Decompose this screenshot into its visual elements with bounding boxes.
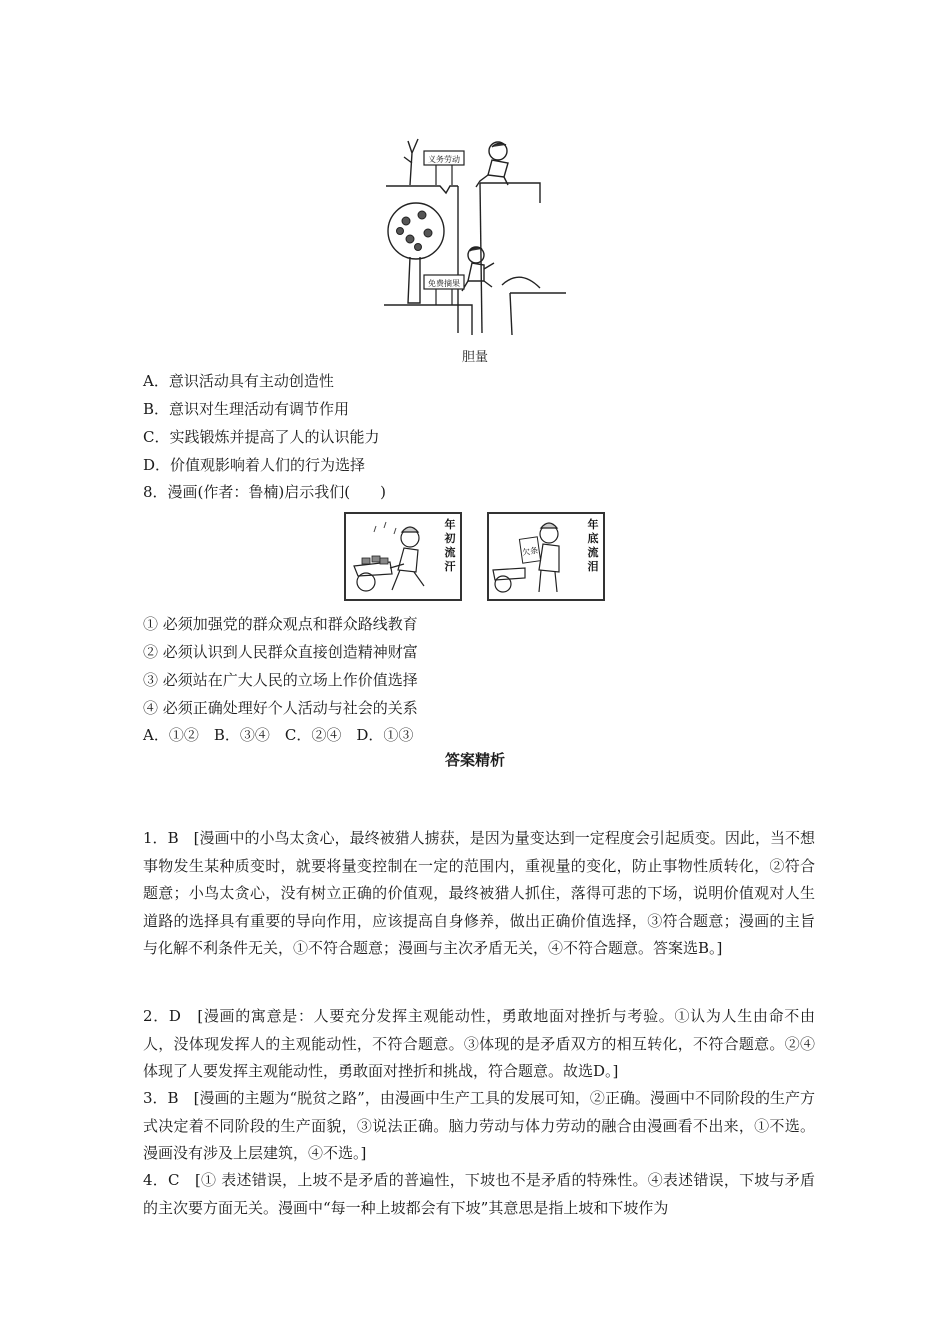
q8-statement-3: ③ 必须站在广大人民的立场上作价值选择 (143, 671, 418, 689)
cartoon2-label-2: 底 (587, 532, 599, 545)
answer-4: 4．C [① 表述错误，上坡不是矛盾的普遍性，下坡也不是矛盾的特殊性。④表述错误，下坡与矛盾的主次要方面无关。漫画中“每一种上坡都会有下坡”其意思是指上坡和下坡作为 (143, 1171, 815, 1217)
cartoon1-label-3: 流 (444, 546, 456, 559)
answer-1: 1．B [漫画中的小鸟太贪心，最终被猎人掳获，是因为量变达到一定程度会引起质变。因此，当不想事物发生某种质变时，就要将量变控制在一定的范围内，重视量的变化，防止事物性质转化，②符合题意；小鸟太贪心，没有树立正确的价值观，最终被猎人抓住，落得可悲的下场，说明价值观对人生道路的选择具有重要的导向作用，应该提高自身修养，做出正确价值选择，③符合题意；漫画的主旨与化解不利条件无关，①不符合题意；漫画与主次矛盾无关，④不符合题意。答案选B。] (143, 829, 815, 957)
cartoon2-label-1: 年 (587, 518, 599, 531)
courage-cartoon (380, 123, 566, 341)
cartoon-sweat (344, 512, 462, 601)
sign-top (424, 151, 464, 185)
cartoon2-label-4: 泪 (587, 560, 599, 573)
q8-statement-2: ② 必须认识到人民群众直接创造精神财富 (143, 643, 418, 661)
figure-caption: 胆量 (461, 350, 488, 365)
sign-bottom-text: 免费摘果 (428, 279, 460, 288)
cartoon1-label-2: 初 (444, 532, 456, 545)
q8-stem: 8．漫画(作者：鲁楠)启示我们( ) (143, 483, 386, 501)
answer-3: 3．B [漫画的主题为“脱贫之路”，由漫画中生产工具的发展可知，②正确。漫画中不同阶段的生产方式决定着不同阶段的生产面貌，③说法正确。脑力劳动与体力劳动的融合由漫画看不出来，①不选。漫画没有涉及上层建筑，④不选。] (143, 1089, 815, 1162)
answer-2: 2．D [漫画的寓意是：人要充分发挥主观能动性，勇敢地面对挫折与考验。①认为人生由命不由人，没体现发挥人的主观能动性，不符合题意。③体现的是矛盾双方的相互转化，不符合题意。②④体现了人要发挥主观能动性，勇敢面对挫折和挑战，符合题意。故选D。] (143, 1007, 815, 1080)
cartoon2-note: 欠条 (521, 545, 539, 558)
cartoon1-label-4: 汗 (444, 560, 456, 573)
q7-option-d: D．价值观影响着人们的行为选择 (143, 456, 366, 474)
answers-heading: 答案精析 (444, 751, 505, 769)
cartoon2-label-3: 流 (587, 546, 599, 559)
q8-statement-1: ① 必须加强党的群众观点和群众路线教育 (143, 615, 418, 633)
q8-options: A．①② B．③④ C．②④ D．①③ (143, 726, 414, 744)
q7-option-a: A．意识活动具有主动创造性 (143, 372, 334, 390)
q8-statement-4: ④ 必须正确处理好个人活动与社会的关系 (143, 699, 418, 717)
bottom-panel-drawing (384, 203, 566, 335)
cartoon-tears (487, 512, 605, 601)
q7-option-b: B．意识对生理活动有调节作用 (143, 400, 350, 418)
sign-top-text: 义务劳动 (428, 155, 460, 164)
q7-option-c: C．实践锻炼并提高了人的认识能力 (143, 428, 380, 446)
fruits (397, 211, 433, 251)
cartoon1-label-1: 年 (444, 518, 456, 531)
